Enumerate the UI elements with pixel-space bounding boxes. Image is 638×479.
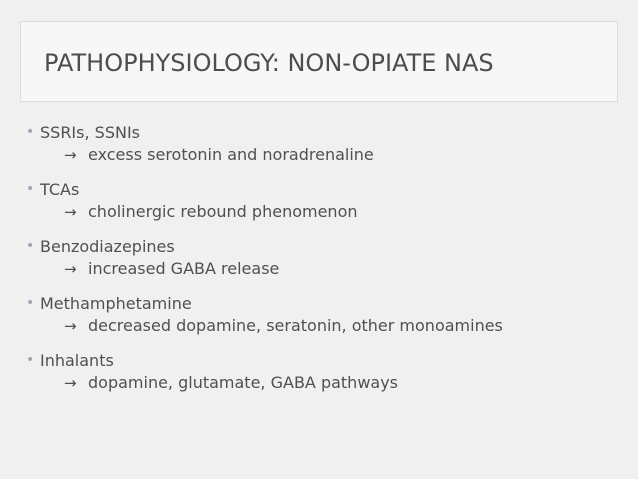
bullet-item (26, 235, 626, 280)
bullet-detail: dopamine, glutamate, GABA pathways (88, 373, 399, 392)
bullet-detail: decreased dopamine, seratonin, other monoamines (88, 316, 503, 335)
bullet-dot-icon: • (26, 238, 35, 254)
bullet-dot-icon: • (26, 352, 35, 368)
bullet-list (26, 121, 626, 406)
bullet-detail: excess serotonin and noradrenaline (88, 145, 374, 164)
bullet-item (26, 178, 626, 223)
bullet-item (26, 292, 626, 337)
bullet-label: Methamphetamine (40, 294, 192, 313)
bullet-label: Benzodiazepines (40, 237, 175, 256)
arrow-right-icon: → (64, 374, 77, 392)
bullet-dot-icon: • (26, 124, 35, 140)
slide-title: PATHOPHYSIOLOGY: NON-OPIATE NAS (44, 49, 494, 77)
arrow-right-icon: → (64, 317, 77, 335)
arrow-right-icon: → (64, 146, 77, 164)
bullet-item (26, 121, 626, 166)
bullet-detail: increased GABA release (88, 259, 280, 278)
bullet-dot-icon: • (26, 295, 35, 311)
bullet-label: Inhalants (40, 351, 114, 370)
arrow-right-icon: → (64, 203, 77, 221)
bullet-item (26, 349, 626, 394)
bullet-label: SSRIs, SSNIs (40, 123, 140, 142)
bullet-dot-icon: • (26, 181, 35, 197)
bullet-label: TCAs (40, 180, 80, 199)
arrow-right-icon: → (64, 260, 77, 278)
bullet-detail: cholinergic rebound phenomenon (88, 202, 358, 221)
